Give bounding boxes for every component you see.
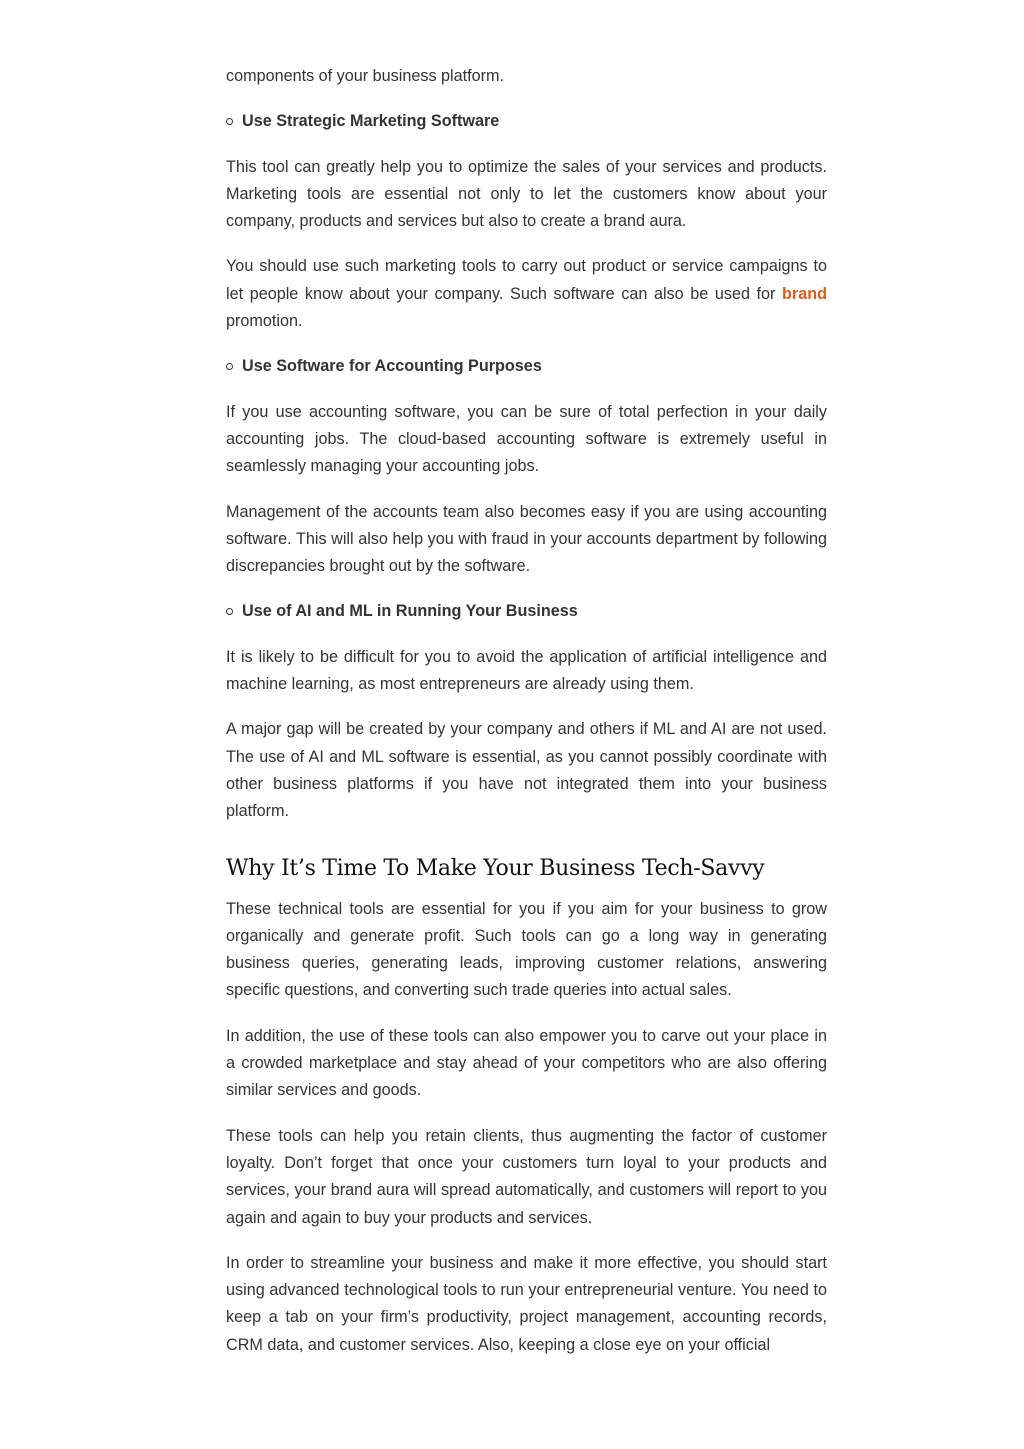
list-item-label: Use of AI and ML in Running Your Business: [242, 602, 578, 621]
paragraph-with-link: [226, 253, 827, 335]
circle-bullet-icon: [226, 363, 233, 370]
paragraph: This tool can greatly help you to optimize the sales of your services and products. Marketing tools are essential not only to let the customers know about your company, products and services but also to create a brand aura.: [226, 157, 827, 231]
paragraph: These tools can help you retain clients, thus augmenting the factor of customer loyalty. Don’t forget that once your customers turn loyal to your products and services, your brand aura will spread automatically, and customers will report to you again and again to buy your products and services.: [226, 1126, 827, 1227]
paragraph: Management of the accounts team also becomes easy if you are using accounting software. This will also help you with fraud in your accounts department by following discrepancies brought out by the software.: [226, 502, 827, 576]
list-item-label: Use Software for Accounting Purposes: [242, 357, 542, 376]
list-item-label: Use Strategic Marketing Software: [242, 112, 500, 131]
brand-link[interactable]: brand: [782, 284, 827, 303]
paragraph: It is likely to be difficult for you to avoid the application of artificial intelligence and machine learning, as most entrepreneurs are already using them.: [226, 647, 827, 694]
paragraph: These technical tools are essential for you if you aim for your business to grow organically and generate profit. Such tools can go a long way in generating business queries, generating leads, improving customer relations, answering specific questions, and converting such trade queries into actual sales.: [226, 899, 827, 1000]
paragraph: components of your business platform.: [226, 67, 505, 85]
paragraph: In addition, the use of these tools can also empower you to carve out your place in a crowded marketplace and stay ahead of your competitors who are also offering similar services and goods.: [226, 1026, 827, 1100]
paragraph: A major gap will be created by your company and others if ML and AI are not used. The use of AI and ML software is essential, as you cannot possibly coordinate with other business platforms if you have not integrated them into your business platform.: [226, 720, 827, 821]
list-item-ai-ml: [226, 598, 827, 625]
paragraph: In order to streamline your business and make it more effective, you should start using advanced technological tools to run your entrepreneurial venture. You need to keep a tab on your firm’s productivity, project management, accounting records, CRM data, and customer services. Also, keeping a close eye on your official: [226, 1253, 827, 1354]
paragraph: If you use accounting software, you can be sure of total perfection in your daily accounting jobs. The cloud-based accounting software is extremely useful in seamlessly managing your accounting jobs.: [226, 402, 827, 476]
list-item-accounting-software: [226, 353, 827, 380]
paragraph-text: promotion.: [226, 312, 303, 331]
circle-bullet-icon: [226, 118, 233, 125]
article-body: [226, 63, 827, 1377]
list-item-marketing-software: [226, 108, 827, 135]
circle-bullet-icon: [226, 608, 233, 615]
section-heading: Why It’s Time To Make Your Business Tech-Savvy: [226, 855, 765, 881]
paragraph-text: You should use such marketing tools to carry out product or service campaigns to let people know about your company. Such software can also be used for: [226, 257, 827, 303]
